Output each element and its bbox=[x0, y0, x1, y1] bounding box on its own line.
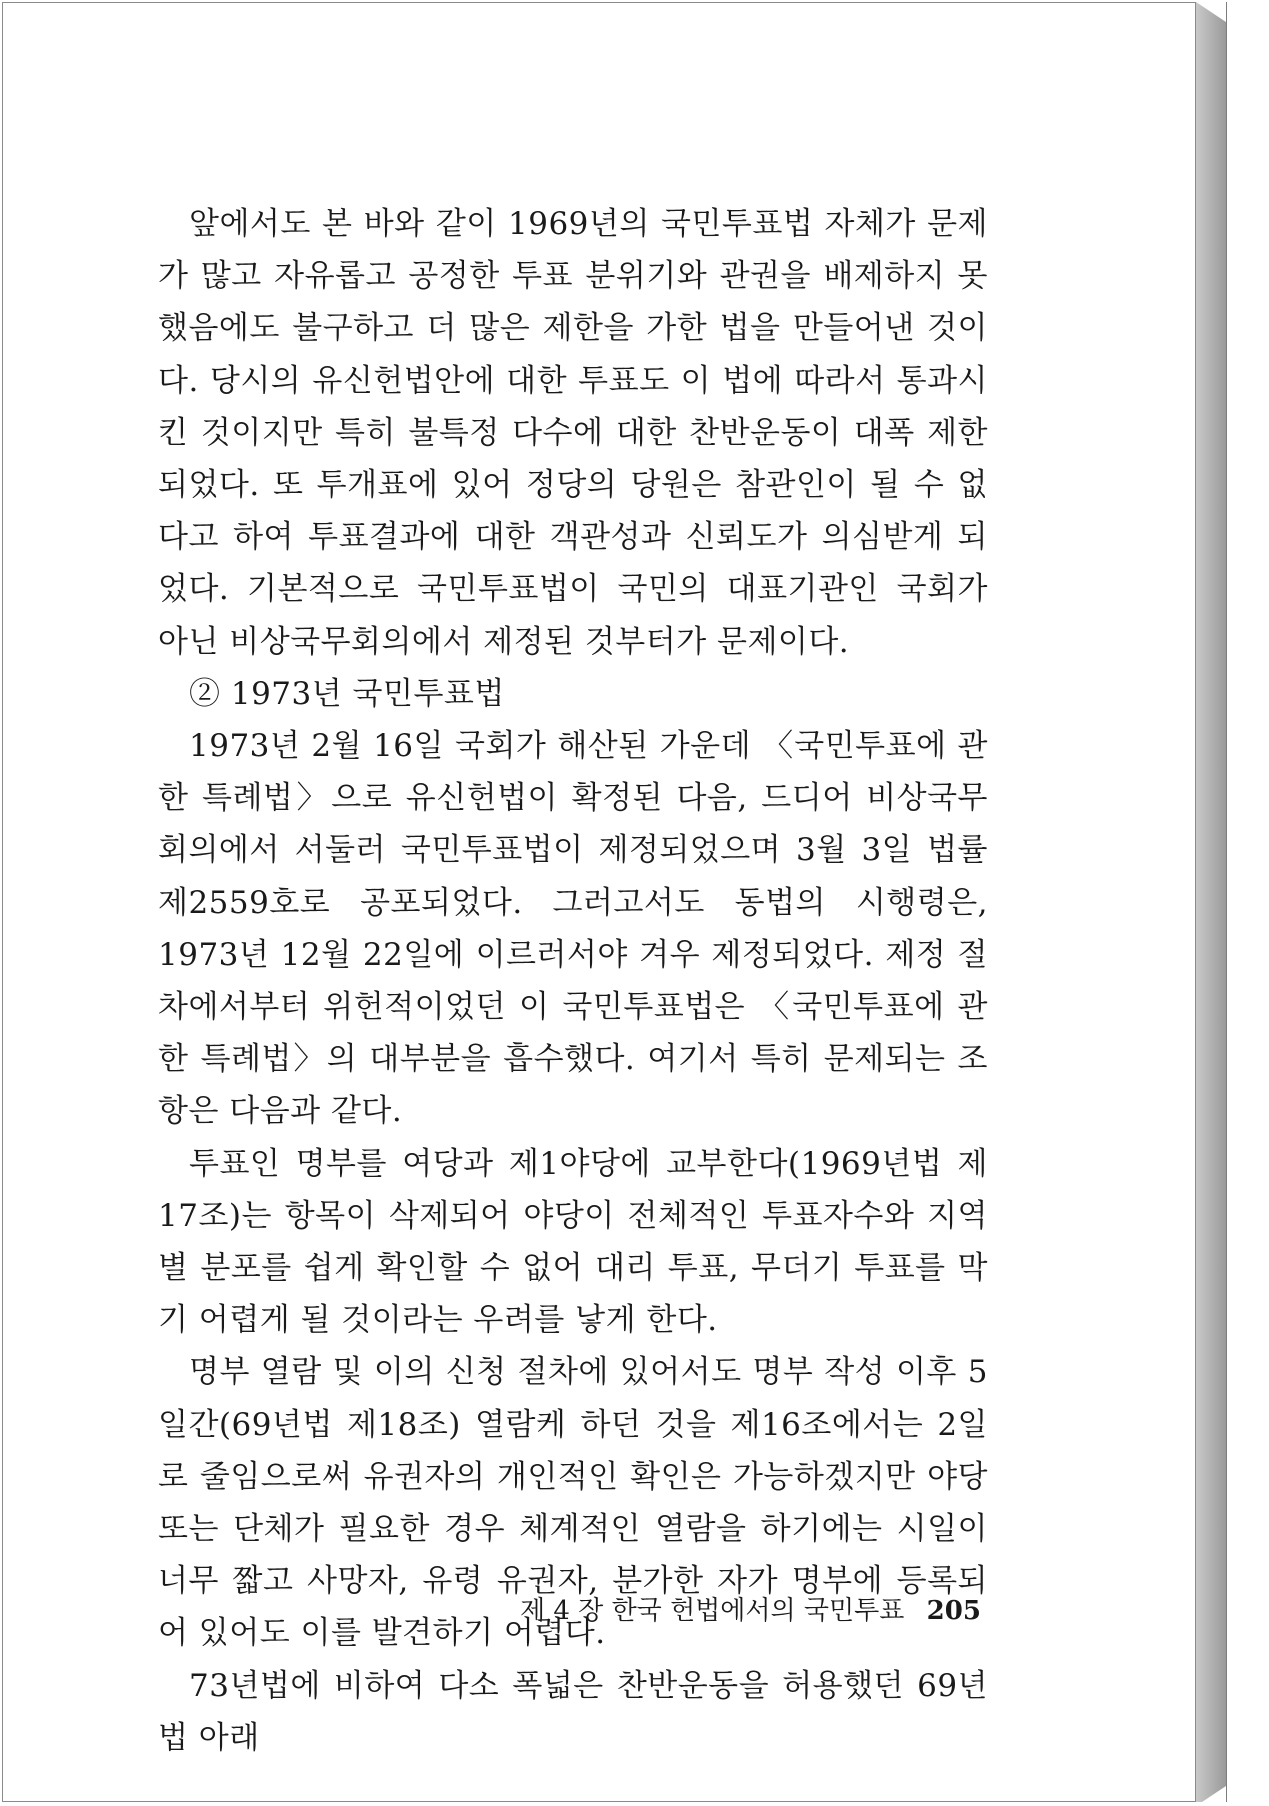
page-edge-corner-top bbox=[1196, 2, 1226, 22]
body-text bbox=[158, 198, 988, 1764]
page-edge-shadow bbox=[1196, 2, 1227, 1802]
paragraph-3: 투표인 명부를 여당과 제1야당에 교부한다(1969년법 제17조)는 항목이 삭제되어 야당이 전체적인 투표자수와 지역별 분포를 쉽게 확인할 수 없어 대리 투표, 무더기 투표를 막기 어렵게 될 것이라는 우려를 낳게 한다. bbox=[158, 1145, 988, 1339]
paragraph-5: 73년법에 비하여 다소 폭넓은 찬반운동을 허용했던 69년법 아래 bbox=[158, 1667, 988, 1756]
page-edge-corner-bottom bbox=[1196, 1786, 1226, 1806]
page-footer bbox=[520, 1590, 981, 1627]
paragraph-1: 앞에서도 본 바와 같이 1969년의 국민투표법 자체가 문제가 많고 자유롭고 공정한 투표 분위기와 관권을 배제하지 못했음에도 불구하고 더 많은 제한을 가한 법을 만들어낸 것이다. 당시의 유신헌법안에 대한 투표도 이 법에 따라서 통과시킨 것이지만 특히 불특정 다수에 대한 찬반운동이 대폭 제한되었다. 또 투개표에 있어 정당의 당원은 참관인이 될 수 없다고 하여 투표결과에 대한 객관성과 신뢰도가 의심받게 되었다. 기본적으로 국민투표법이 국민의 대표기관인 국회가 아닌 비상국무회의에서 제정된 것부터가 문제이다. bbox=[158, 206, 988, 660]
paragraph-4: 명부 열람 및 이의 신청 절차에 있어서도 명부 작성 이후 5일간(69년법 제18조) 열람케 하던 것을 제16조에서는 2일로 줄임으로써 유권자의 개인적인 확인은 가능하겠지만 야당 또는 단체가 필요한 경우 체계적인 열람을 하기에는 시일이 너무 짧고 사망자, 유령 유권자, 분가한 자가 명부에 등록되어 있어도 이를 발견하기 어렵다. bbox=[158, 1354, 988, 1652]
paragraph-2: 1973년 2월 16일 국회가 해산된 가운데 〈국민투표에 관한 특례법〉으로 유신헌법이 확정된 다음, 드디어 비상국무회의에서 서둘러 국민투표법이 제정되었으며 3월 3일 법률 제2559호로 공포되었다. 그러고서도 동법의 시행령은, 1973년 12월 22일에 이르러서야 겨우 제정되었다. 제정 절차에서부터 위헌적이었던 이 국민투표법은 〈국민투표에 관한 특례법〉의 대부분을 흡수했다. 여기서 특히 문제되는 조항은 다음과 같다. bbox=[158, 728, 988, 1130]
page-number: 205 bbox=[926, 1596, 981, 1626]
chapter-title: 제 4 장 한국 헌법에서의 국민투표 bbox=[520, 1596, 905, 1626]
section-heading: ② 1973년 국민투표법 bbox=[189, 675, 505, 712]
